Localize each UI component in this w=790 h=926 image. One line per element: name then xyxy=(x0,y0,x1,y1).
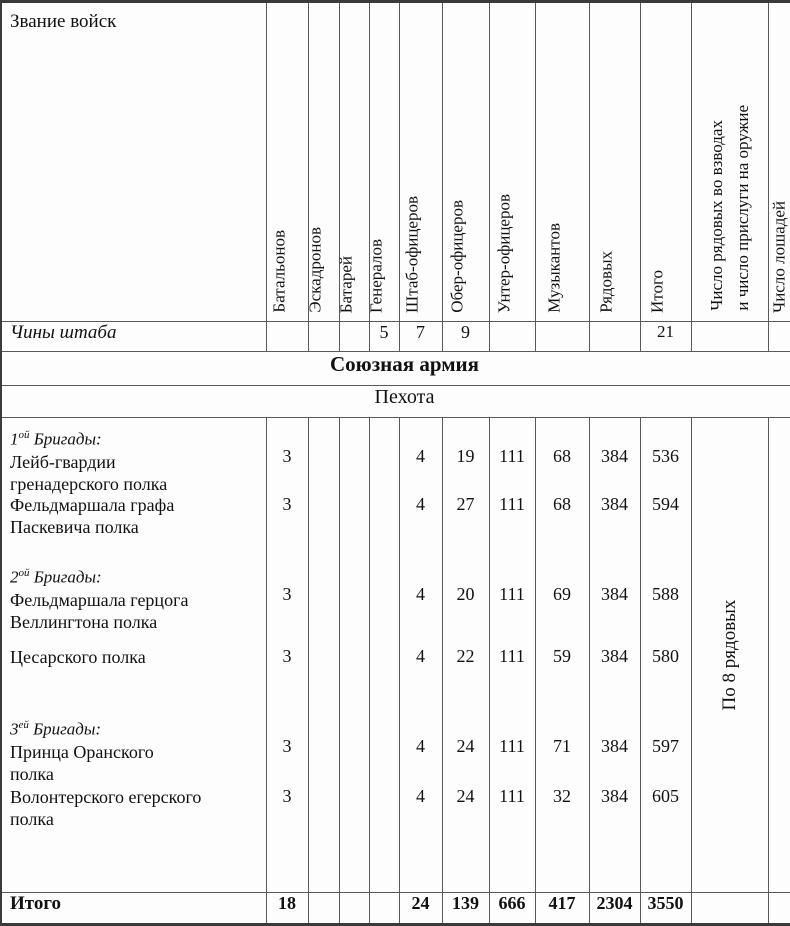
data-cell: 580 xyxy=(652,646,679,666)
banner-army: Союзная армия xyxy=(1,352,790,386)
data-cell: 3 xyxy=(282,494,292,514)
data-cell xyxy=(340,640,369,708)
header-squadrons xyxy=(305,2,339,322)
data-cell: 384 xyxy=(601,786,628,806)
data-cell: 384 xyxy=(601,736,628,756)
staff-batteries xyxy=(339,322,369,352)
total-row-label: Итого xyxy=(1,893,266,925)
regiment-name-line: полка xyxy=(10,809,54,829)
header-senior-officers xyxy=(442,2,489,322)
data-cell: 24 xyxy=(456,736,475,756)
data-cell xyxy=(769,640,790,708)
ratio-note-cell xyxy=(691,418,768,893)
header-battalions-label: Батальонов xyxy=(269,230,288,313)
data-cell xyxy=(309,488,339,556)
data-cell xyxy=(340,556,369,640)
staff-row-label: Чины штаба xyxy=(1,322,266,352)
data-cell xyxy=(370,488,399,556)
regiment-musicians-column xyxy=(535,418,589,893)
regiment-privates-column xyxy=(589,418,640,893)
data-cell xyxy=(370,708,399,780)
header-junior-officers-label: Унтер-офицеров xyxy=(494,193,513,313)
regiment-block-row xyxy=(1,418,790,893)
data-cell xyxy=(769,556,790,640)
staff-ratio xyxy=(691,322,768,352)
regiment-name-line: Фельдмаршала графа xyxy=(10,495,175,515)
corner-title: Звание войск xyxy=(10,11,117,32)
total-ratio xyxy=(691,893,768,925)
data-cell: 4 xyxy=(416,584,425,604)
data-cell: 69 xyxy=(553,584,571,604)
header-privates xyxy=(589,2,640,322)
regiment-name-line: гренадерского полка xyxy=(10,473,168,494)
data-cell: 111 xyxy=(499,736,525,756)
header-battalions xyxy=(266,2,308,322)
header-musicians xyxy=(535,2,589,322)
data-cell: 3 xyxy=(282,446,292,466)
data-cell: 111 xyxy=(499,446,525,466)
data-cell xyxy=(340,708,369,780)
data-cell xyxy=(309,780,339,847)
regiment-battalions-column xyxy=(266,418,308,893)
staff-staff-officers: 7 xyxy=(399,322,442,352)
data-cell: 32 xyxy=(553,786,571,806)
data-cell: 111 xyxy=(499,584,525,604)
data-cell xyxy=(769,488,790,556)
regiment-batteries-column xyxy=(339,418,369,893)
header-musicians-label: Музыкантов xyxy=(544,223,563,313)
data-cell: 20 xyxy=(456,584,475,604)
data-cell: 3 xyxy=(282,786,292,806)
data-cell: 3 xyxy=(282,584,292,604)
data-cell: 384 xyxy=(601,494,628,514)
total-staff-officers: 24 xyxy=(399,893,442,925)
data-cell xyxy=(769,418,790,488)
data-cell xyxy=(370,780,399,847)
data-cell xyxy=(340,418,369,488)
data-cell: 384 xyxy=(601,584,628,604)
data-cell xyxy=(340,488,369,556)
header-junior-officers xyxy=(489,2,535,322)
header-ratio xyxy=(691,2,768,322)
data-cell: 3 xyxy=(282,736,292,756)
total-battalions: 18 xyxy=(266,893,308,925)
header-horses-label: Число лошадей xyxy=(769,201,789,313)
regiment-name xyxy=(2,780,266,847)
data-cell: 605 xyxy=(652,786,679,806)
total-batteries xyxy=(339,893,369,925)
data-cell: 111 xyxy=(499,786,525,806)
regiment-name-list xyxy=(2,418,266,847)
staff-generals: 5 xyxy=(369,322,399,352)
header-total-label: Итого xyxy=(647,269,667,313)
regiment-names-column xyxy=(1,418,266,893)
total-musicians: 417 xyxy=(535,893,589,925)
header-horses xyxy=(768,2,790,322)
data-cell: 111 xyxy=(499,494,525,514)
data-cell xyxy=(370,418,399,488)
data-cell: 4 xyxy=(416,646,425,666)
regiment-name-line: Цесарского полка xyxy=(10,647,146,667)
regiment-senior-officers-column xyxy=(442,418,489,893)
regiment-name xyxy=(2,556,266,640)
banner-branch-row xyxy=(1,386,790,418)
data-cell: 384 xyxy=(601,646,628,666)
data-cell: 71 xyxy=(553,736,571,756)
staff-privates xyxy=(589,322,640,352)
ratio-note-label: По 8 рядовых xyxy=(718,599,740,711)
data-cell: 536 xyxy=(652,446,679,466)
regiment-name-line: Лейб-гвардии xyxy=(10,451,116,472)
data-cell: 384 xyxy=(601,446,628,466)
header-staff-officers-label: Штаб-офицеров xyxy=(402,196,422,313)
data-cell: 597 xyxy=(652,736,679,756)
header-squadrons-label: Эскадронов xyxy=(305,227,325,313)
regiment-name-line: Принца Оранского xyxy=(10,741,154,762)
data-cell: 68 xyxy=(553,494,571,514)
regiment-generals-column xyxy=(369,418,399,893)
regiment-name xyxy=(2,640,266,708)
regiment-name-line: Паскевича полка xyxy=(10,517,139,537)
header-generals-label: Генералов xyxy=(366,239,385,313)
data-cell xyxy=(309,708,339,780)
total-privates: 2304 xyxy=(589,893,640,925)
total-total: 3550 xyxy=(640,893,691,925)
header-ratio-label: Число рядовых во взводах и число прислуги на оружие xyxy=(706,105,752,311)
data-cell: 111 xyxy=(499,646,525,666)
staff-junior-officers xyxy=(489,322,535,352)
data-cell: 594 xyxy=(652,494,679,514)
regiment-staff-officers-column xyxy=(399,418,442,893)
data-cell xyxy=(370,556,399,640)
regiment-squadrons-column xyxy=(308,418,339,893)
regiment-horses-column xyxy=(768,418,790,893)
staff-senior-officers: 9 xyxy=(442,322,489,352)
brigade-label: $1^{ой}$ Бригады: xyxy=(10,429,102,449)
total-senior-officers: 139 xyxy=(442,893,489,925)
staff-total: 21 xyxy=(640,322,691,352)
brigade-label: $3^{ей}$ Бригады: xyxy=(10,719,102,739)
regiment-name-line: Веллингтона полка xyxy=(10,611,158,632)
data-cell: 24 xyxy=(456,786,475,806)
data-cell: 4 xyxy=(416,446,425,466)
header-batteries xyxy=(336,2,369,322)
total-generals xyxy=(369,893,399,925)
staff-battalions xyxy=(266,322,308,352)
data-cell: 4 xyxy=(416,494,425,514)
banner-army-row xyxy=(1,352,790,386)
data-cell xyxy=(769,708,790,780)
data-cell: 59 xyxy=(553,646,571,666)
total-row xyxy=(1,893,790,925)
regiment-total-column xyxy=(640,418,691,893)
staff-horses xyxy=(768,322,790,352)
corner-title-cell xyxy=(1,2,266,322)
staff-musicians xyxy=(535,322,589,352)
total-horses xyxy=(768,893,790,925)
regiment-name-line: Волонтерского егерского xyxy=(10,787,202,807)
data-cell: 3 xyxy=(282,646,292,666)
data-cell: 27 xyxy=(456,494,475,514)
banner-branch: Пехота xyxy=(1,386,790,418)
data-cell: 4 xyxy=(416,736,425,756)
staff-squadrons xyxy=(308,322,339,352)
regiment-junior-officers-column xyxy=(489,418,535,893)
header-batteries-label: Батарей xyxy=(336,255,355,313)
data-cell xyxy=(309,640,339,708)
header-staff-officers xyxy=(399,2,442,322)
data-cell: 19 xyxy=(456,446,475,466)
header-privates-label: Рядовых xyxy=(596,251,616,313)
regiment-name xyxy=(2,488,266,556)
header-generals xyxy=(366,2,399,322)
total-squadrons xyxy=(308,893,339,925)
header-row xyxy=(1,2,790,322)
brigade-label: $2^{ой}$ Бригады: xyxy=(10,567,102,587)
header-total xyxy=(640,2,691,322)
data-cell: 68 xyxy=(553,446,571,466)
regiment-name-line: полка xyxy=(10,763,54,784)
staff-row xyxy=(1,322,790,352)
regiment-name xyxy=(2,418,266,494)
header-senior-officers-label: Обер-офицеров xyxy=(447,200,467,313)
data-cell: 22 xyxy=(456,646,475,666)
data-cell xyxy=(340,780,369,847)
data-cell xyxy=(769,780,790,847)
data-cell: 588 xyxy=(652,584,679,604)
data-cell xyxy=(370,640,399,708)
data-cell xyxy=(309,418,339,488)
regiment-name xyxy=(2,708,266,784)
total-junior-officers: 666 xyxy=(489,893,535,925)
regiment-name-line: Фельдмаршала герцога xyxy=(10,589,189,610)
data-cell xyxy=(309,556,339,640)
data-cell: 4 xyxy=(416,786,425,806)
